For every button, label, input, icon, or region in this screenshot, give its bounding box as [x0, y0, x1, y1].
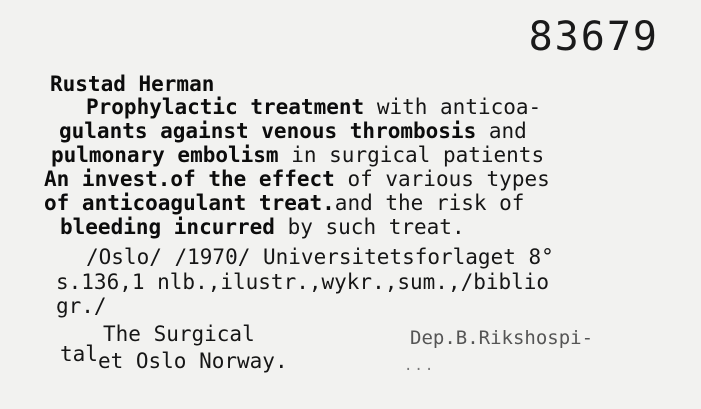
institution-lower-text: et Oslo Norway.	[97, 349, 288, 373]
title-segment: pulmonary embolism	[51, 143, 279, 167]
title-line-4	[44, 167, 550, 191]
title-segment: and	[488, 119, 527, 143]
title-line-1	[86, 95, 541, 119]
title-segment: bleeding incurred	[60, 215, 275, 239]
title-segment: and the risk of	[334, 191, 525, 215]
title-line-3	[51, 143, 544, 167]
title-segment: gulants against venous thrombosis	[59, 119, 477, 143]
title-segment: in surgical patients	[291, 143, 545, 167]
institution-lower-prefix: tal	[60, 342, 98, 366]
institution-department: Dep.B.Rikshospi-	[410, 327, 594, 349]
title-segment: by such treat.	[287, 215, 465, 239]
catalog-number: 83679	[528, 14, 659, 60]
institution-lower	[60, 342, 288, 373]
publication-line: /Oslo/ /1970/ Universitetsforlaget 8°	[86, 245, 554, 269]
physical-description: s.136,1 nlb.,ilustr.,wykr.,sum.,/biblio	[56, 270, 550, 294]
title-line-5	[44, 191, 524, 215]
title-segment: of various types	[347, 167, 550, 191]
author-name: Rustad Herman	[50, 72, 215, 96]
title-segment: Prophylactic treatment	[86, 95, 365, 119]
trailing-marks: ...	[404, 358, 436, 374]
title-line-2	[59, 119, 527, 143]
title-segment: with anticoa-	[376, 95, 542, 119]
title-segment: An invest.of the effect	[44, 167, 335, 191]
physical-description-cont: gr./	[56, 294, 107, 318]
title-segment: of anticoagulant treat.	[44, 191, 335, 215]
institution-upper: The Surgical	[103, 322, 255, 346]
title-line-6	[60, 215, 465, 239]
